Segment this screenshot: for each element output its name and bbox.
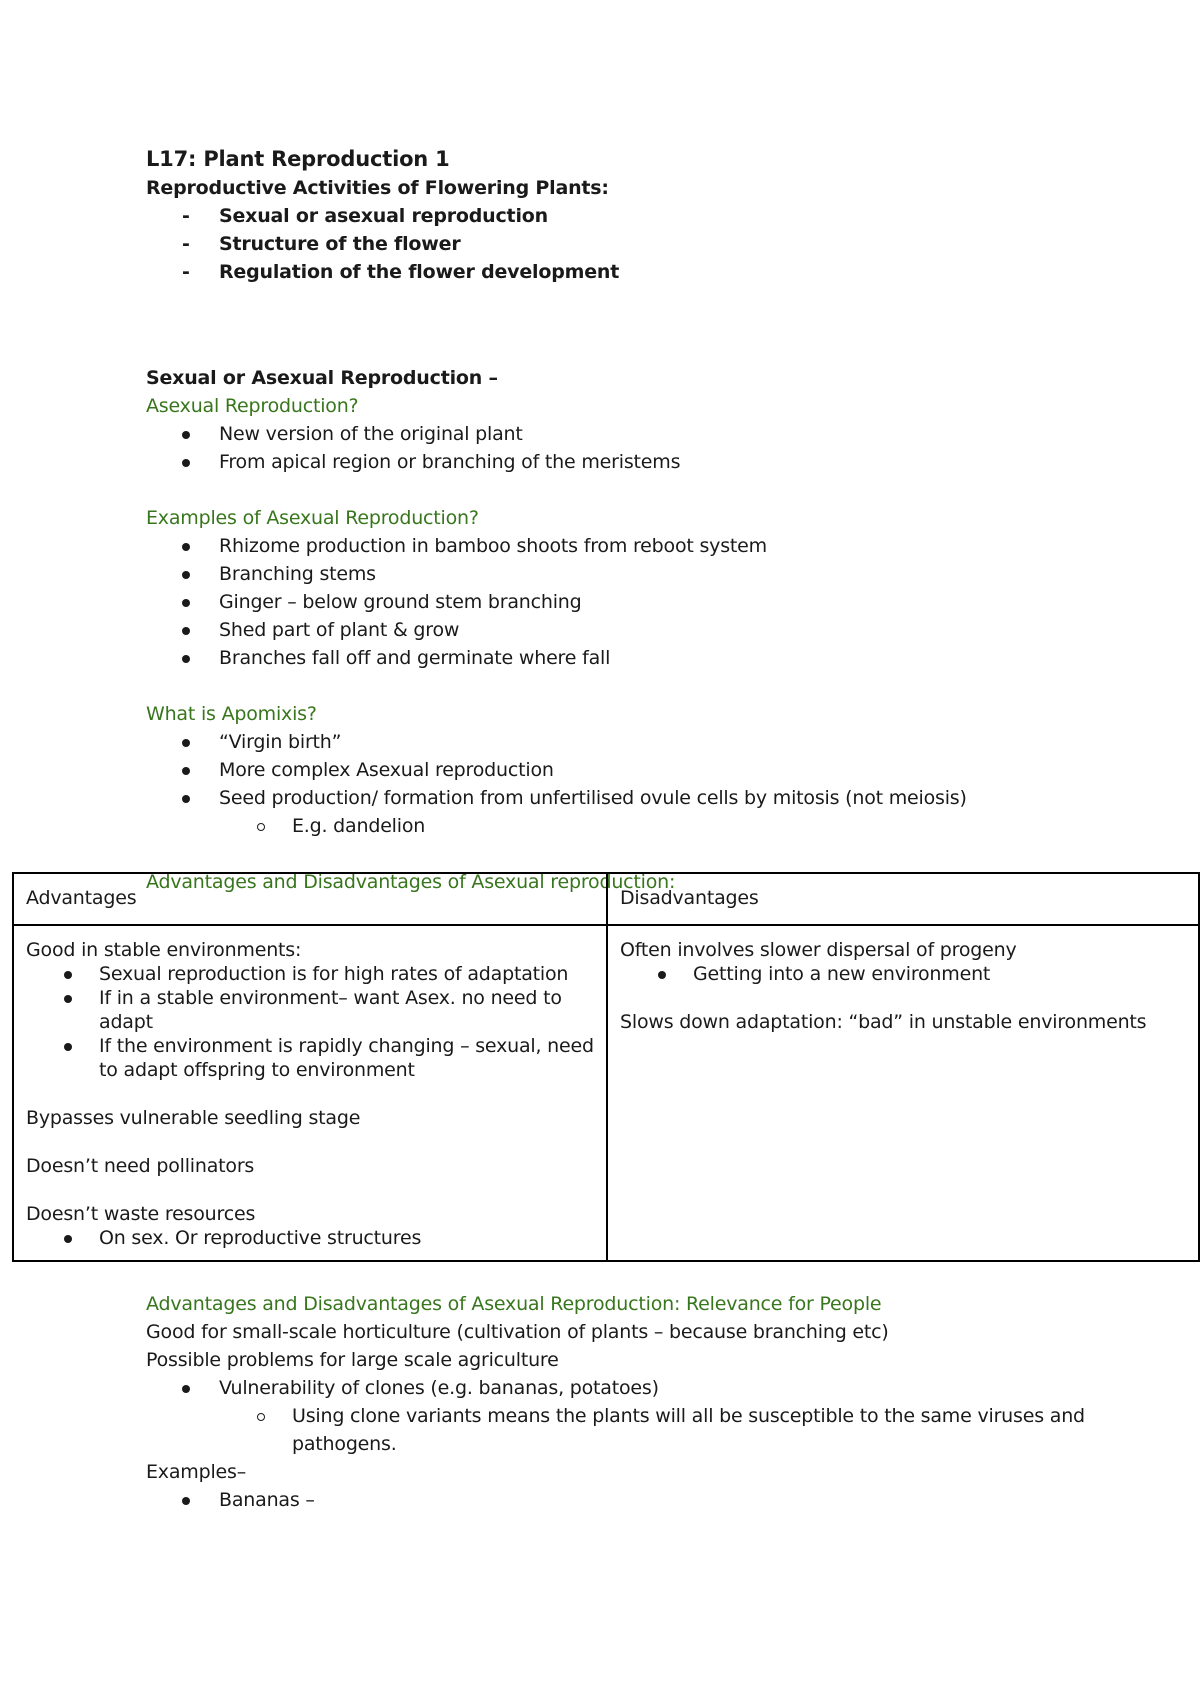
bullet-list: [620, 962, 1190, 986]
disadvantages-cell: [608, 926, 1200, 1262]
list-item: If in a stable environment– want Asex. no need to adapt: [26, 986, 594, 1034]
page-title: L17: Plant Reproduction 1: [146, 147, 450, 171]
list-item: “Virgin birth”: [146, 728, 1106, 756]
relevance-heading: Advantages and Disadvantages of Asexual Reproduction: Relevance for People: [146, 1293, 882, 1315]
list-item: Shed part of plant & grow: [146, 616, 1106, 644]
list-item: On sex. Or reproductive structures: [26, 1226, 594, 1250]
bullet-list: [146, 1374, 1106, 1402]
list-item: New version of the original plant: [146, 420, 1106, 448]
list-item: - Sexual or asexual reproduction: [182, 205, 548, 227]
cell-paragraph: Slows down adaptation: “bad” in unstable environments: [620, 1011, 1147, 1033]
bullet-list: [146, 532, 1106, 672]
advantages-table: [12, 872, 1200, 1262]
list-item: From apical region or branching of the meristems: [146, 448, 1106, 476]
cell-paragraph: Doesn’t waste resources: [26, 1203, 256, 1225]
advantages-cell: [14, 926, 608, 1262]
bullet-list: [146, 1486, 1106, 1514]
paragraph: Examples–: [146, 1461, 247, 1483]
cell-paragraph: Good in stable environments:: [26, 939, 302, 961]
list-item: Vulnerability of clones (e.g. bananas, potatoes): [146, 1374, 1106, 1402]
notes-body: [146, 144, 1106, 896]
list-item: More complex Asexual reproduction: [146, 756, 1106, 784]
cell-paragraph: Often involves slower dispersal of progeny: [620, 939, 1017, 961]
list-item: - Regulation of the flower development: [182, 261, 620, 283]
table-header-advantages: Advantages: [14, 874, 608, 926]
table-header-disadvantages: Disadvantages: [608, 874, 1200, 926]
table-heading: Advantages and Disadvantages of Asexual reproduction:: [146, 871, 676, 893]
question-heading: What is Apomixis?: [146, 703, 317, 725]
list-item: E.g. dandelion: [146, 812, 1106, 840]
paragraph: Possible problems for large scale agriculture: [146, 1349, 559, 1371]
cell-paragraph: Doesn’t need pollinators: [26, 1155, 255, 1177]
bullet-list: [146, 420, 1106, 476]
list-item: Rhizome production in bamboo shoots from reboot system: [146, 532, 1106, 560]
list-item: Seed production/ formation from unfertilised ovule cells by mitosis (not meiosis): [146, 784, 1106, 812]
question-heading: Asexual Reproduction?: [146, 395, 359, 417]
list-item: Ginger – below ground stem branching: [146, 588, 1106, 616]
list-item: If the environment is rapidly changing – sexual, need to adapt offspring to environment: [26, 1034, 594, 1082]
list-item: Using clone variants means the plants will all be susceptible to the same viruses and pathogens.: [146, 1402, 1106, 1458]
bullet-list: [146, 728, 1106, 812]
bullet-list: [26, 1226, 594, 1250]
intro-heading: Reproductive Activities of Flowering Plants:: [146, 177, 609, 199]
list-item: Sexual reproduction is for high rates of adaptation: [26, 962, 594, 986]
paragraph: Good for small-scale horticulture (cultivation of plants – because branching etc): [146, 1321, 889, 1343]
list-item: Bananas –: [146, 1486, 1106, 1514]
list-item: Branches fall off and germinate where fall: [146, 644, 1106, 672]
sub-bullet-list: [146, 812, 1106, 840]
list-item: - Structure of the flower: [182, 233, 461, 255]
sub-bullet-list: [146, 1402, 1106, 1458]
section-heading: Sexual or Asexual Reproduction –: [146, 367, 498, 389]
bullet-list: [26, 962, 594, 1082]
question-heading: Examples of Asexual Reproduction?: [146, 507, 479, 529]
intro-list: [146, 202, 1106, 286]
relevance-section: [146, 1290, 1106, 1514]
list-item: Getting into a new environment: [620, 962, 1190, 986]
list-item: Branching stems: [146, 560, 1106, 588]
cell-paragraph: Bypasses vulnerable seedling stage: [26, 1107, 361, 1129]
